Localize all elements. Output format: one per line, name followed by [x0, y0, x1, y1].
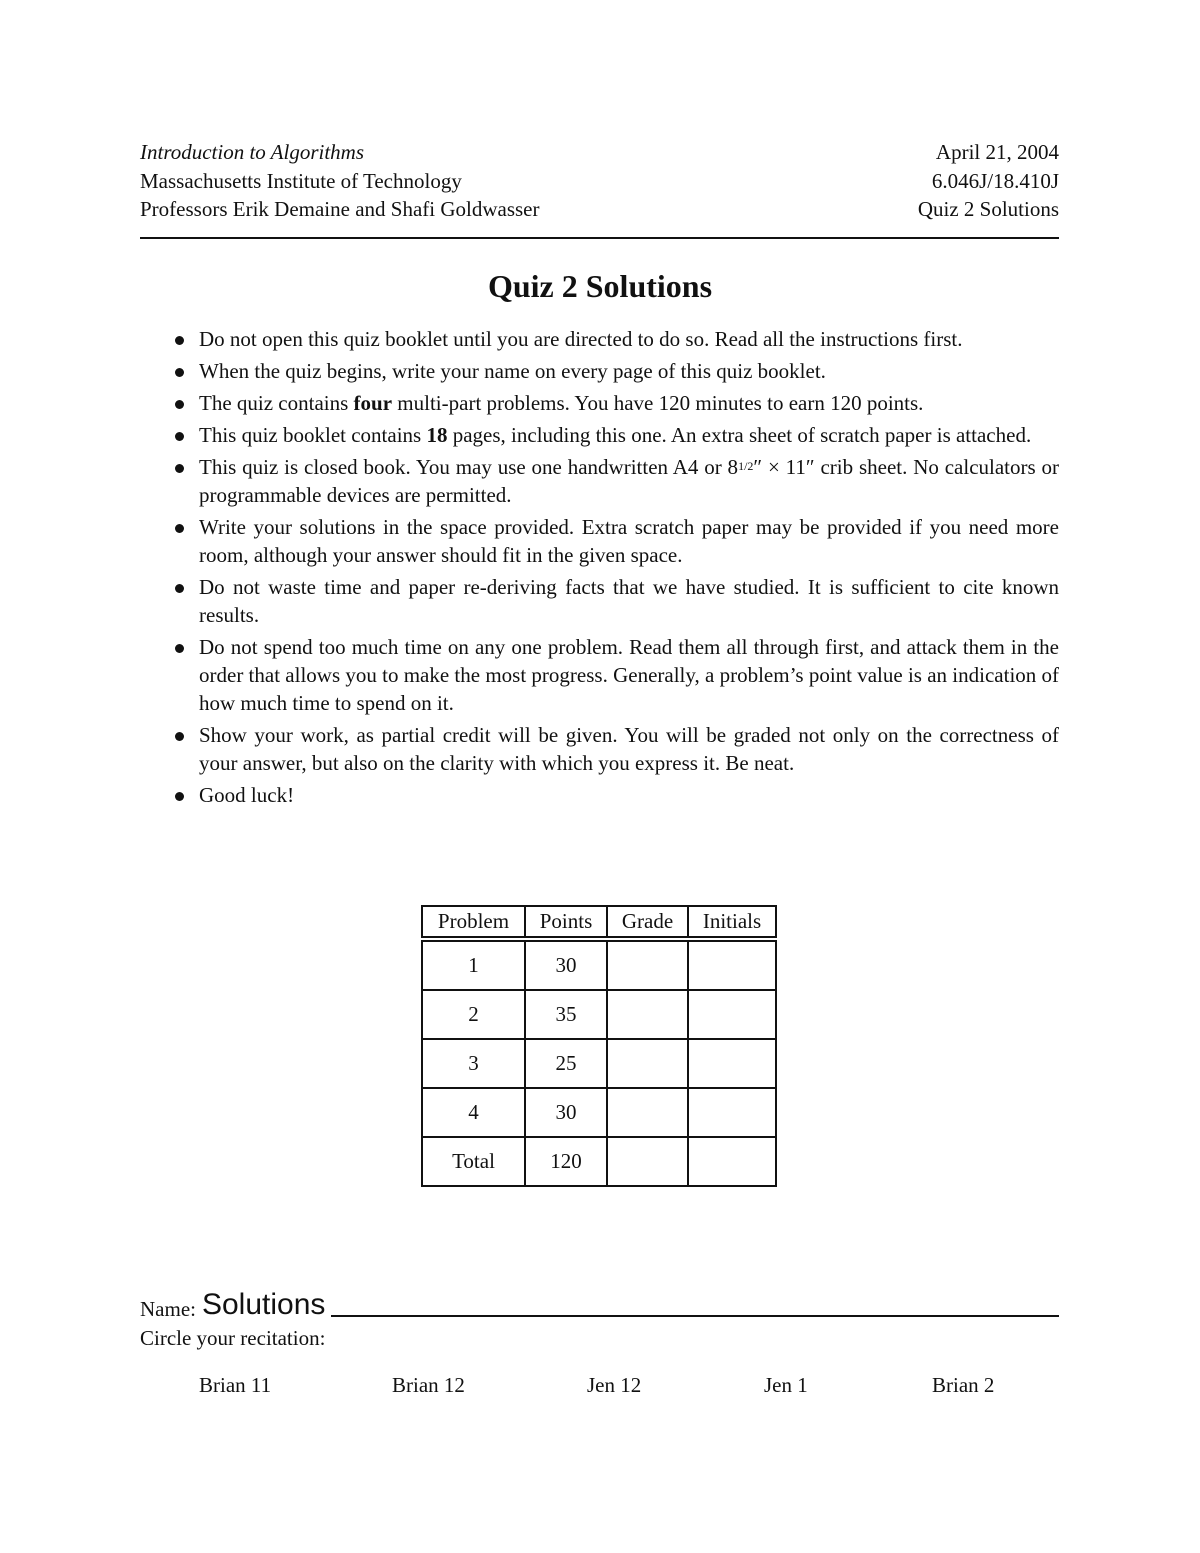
name-value[interactable]: Solutions — [201, 1288, 326, 1321]
table-row — [422, 1088, 776, 1137]
document-header — [140, 138, 1059, 224]
grade-cell[interactable] — [607, 1137, 688, 1186]
instruction-text: Do not open this quiz booklet until you are directed to do so. Read all the instructions first. — [199, 327, 963, 351]
table-row — [422, 939, 776, 990]
recitation-option[interactable]: Jen 1 — [764, 1373, 808, 1397]
score-table-header-row — [422, 906, 776, 939]
grade-cell[interactable] — [607, 990, 688, 1039]
instruction-text: Write your solutions in the space provided. Extra scratch paper may be provided if you need more room, although your answer should fit in the given space. — [199, 515, 1059, 567]
quiz-date: April 21, 2004 — [935, 140, 1059, 164]
instruction-item — [170, 453, 1059, 509]
bullet-icon — [175, 584, 184, 593]
grade-cell[interactable] — [607, 939, 688, 990]
points-cell: 30 — [525, 1088, 607, 1137]
course-number: 6.046J/18.410J — [931, 168, 1059, 193]
bullet-icon — [175, 732, 184, 741]
name-label: Name: — [140, 1297, 196, 1321]
grade-cell[interactable] — [607, 1088, 688, 1137]
problem-cell: 2 — [422, 990, 525, 1039]
header-row-3 — [140, 195, 1059, 224]
instruction-item — [170, 633, 1059, 717]
bullet-icon — [175, 792, 184, 801]
header-grade: Grade — [607, 906, 688, 939]
instruction-emphasis: 18 — [426, 423, 448, 447]
instruction-item — [170, 781, 1059, 809]
recitation-label: Circle your recitation: — [140, 1326, 326, 1350]
recitation-option[interactable]: Brian 11 — [199, 1373, 272, 1397]
points-cell: 35 — [525, 990, 607, 1039]
problem-cell: Total — [422, 1137, 525, 1186]
points-cell: 25 — [525, 1039, 607, 1088]
initials-cell[interactable] — [688, 1039, 776, 1088]
initials-cell[interactable] — [688, 990, 776, 1039]
instruction-text: When the quiz begins, write your name on every page of this quiz booklet. — [199, 359, 826, 383]
page-title: Quiz 2 Solutions — [487, 268, 713, 304]
instruction-text: Good luck! — [199, 783, 295, 807]
instruction-text: Do not spend too much time on any one problem. Read them all through first, and attack them in the order that allows you to make the most progress. Generally, a problem’s point value is an indication of how much time to spend on it. — [199, 635, 1060, 715]
recitation-option[interactable]: Brian 12 — [392, 1373, 465, 1397]
instruction-item — [170, 389, 1059, 417]
problem-cell: 3 — [422, 1039, 525, 1088]
table-row — [422, 1039, 776, 1088]
problem-cell: 1 — [422, 939, 525, 990]
initials-cell[interactable] — [688, 1088, 776, 1137]
bullet-icon — [175, 432, 184, 441]
fraction-half: 1/2 — [738, 459, 754, 473]
problem-cell: 4 — [422, 1088, 525, 1137]
handout-name: Quiz 2 Solutions — [917, 197, 1059, 221]
instruction-text: Show your work, as partial credit will be given. You will be graded not only on the correctness of your answer, but also on the clarity with which you express it. Be neat. — [199, 723, 1059, 775]
name-underline — [331, 1315, 1059, 1317]
name-field — [140, 1288, 1059, 1322]
recitation-option[interactable]: Brian 2 — [932, 1373, 995, 1397]
instruction-item — [170, 357, 1059, 385]
bullet-icon — [175, 644, 184, 653]
recitation-option[interactable]: Jen 12 — [587, 1373, 642, 1397]
instruction-item — [170, 421, 1059, 449]
bullet-icon — [175, 368, 184, 377]
bullet-icon — [175, 400, 184, 409]
bullet-icon — [175, 336, 184, 345]
instruction-text: This quiz booklet contains — [199, 423, 427, 447]
instruction-item — [170, 573, 1059, 629]
header-initials: Initials — [688, 906, 776, 939]
institute-name: Massachusetts Institute of Technology — [140, 168, 462, 193]
table-row — [422, 990, 776, 1039]
header-divider — [140, 237, 1059, 239]
header-problem: Problem — [422, 906, 525, 939]
initials-cell[interactable] — [688, 939, 776, 990]
instruction-text: multi-part problems. You have 120 minutes to earn 120 points. — [392, 391, 924, 415]
table-row-total — [422, 1137, 776, 1186]
instruction-item — [170, 325, 1059, 353]
header-row-1 — [140, 138, 1059, 167]
header-row-2 — [140, 167, 1059, 196]
instruction-item — [170, 513, 1059, 569]
course-title: Introduction to Algorithms — [140, 140, 365, 164]
instruction-text: ″ × 11″ crib sheet. No calculators or programmable devices are permitted. — [199, 455, 1060, 507]
instruction-text: This quiz is closed book. You may use one handwritten A4 or 8 — [199, 455, 739, 479]
instruction-text: Do not waste time and paper re-deriving facts that we have studied. It is sufficient to cite known results. — [199, 575, 1059, 627]
points-cell: 120 — [525, 1137, 607, 1186]
points-cell: 30 — [525, 939, 607, 990]
instruction-text: pages, including this one. An extra sheet of scratch paper is attached. — [447, 423, 1032, 447]
grade-cell[interactable] — [607, 1039, 688, 1088]
recitation-options — [199, 1373, 1059, 1403]
initials-cell[interactable] — [688, 1137, 776, 1186]
instructions-list — [170, 325, 1059, 813]
professors-line: Professors Erik Demaine and Shafi Goldwasser — [140, 197, 540, 221]
instruction-item — [170, 721, 1059, 777]
score-table — [421, 905, 777, 1187]
instruction-emphasis: four — [353, 391, 393, 415]
bullet-icon — [175, 464, 184, 473]
instruction-text: The quiz contains — [199, 391, 354, 415]
bullet-icon — [175, 524, 184, 533]
header-points: Points — [525, 906, 607, 939]
